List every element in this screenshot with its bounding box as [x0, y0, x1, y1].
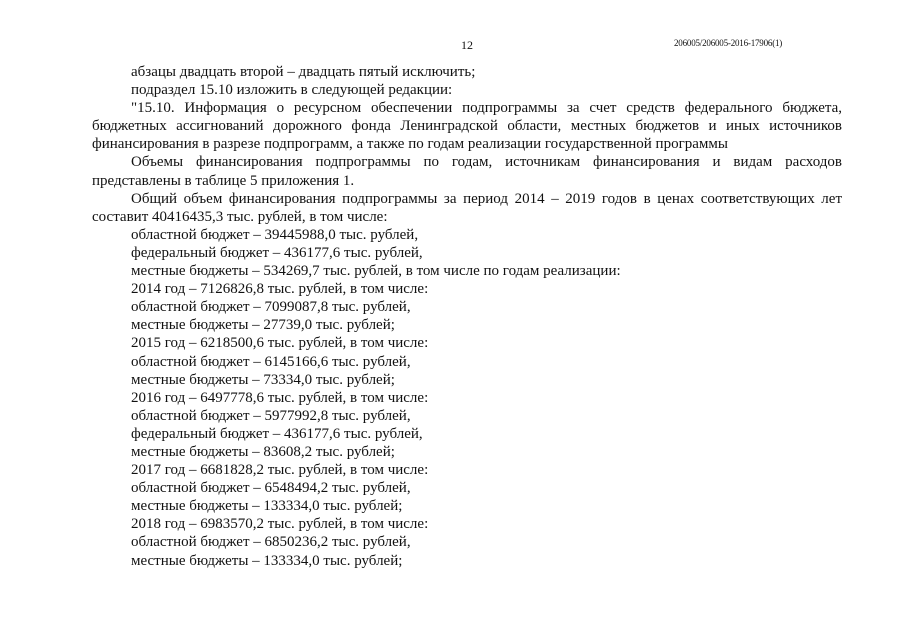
text-line: подраздел 15.10 изложить в следующей редакции: — [131, 82, 453, 99]
document-id: 206005/206005-2016-17906(1) — [674, 38, 783, 48]
list-item: местные бюджеты – 27739,0 тыс. рублей; — [131, 317, 395, 334]
list-item: местные бюджеты – 73334,0 тыс. рублей; — [131, 371, 395, 388]
list-item: областной бюджет – 39445988,0 тыс. рублей, — [131, 226, 419, 243]
list-item: областной бюджет – 6850236,2 тыс. рублей, — [131, 534, 411, 551]
list-item: 2014 год – 7126826,8 тыс. рублей, в том числе: — [131, 281, 429, 298]
paragraph-volumes — [92, 153, 842, 189]
text-line: финансирования в разрезе подпрограмм, а также по годам реализации государственной программы — [92, 136, 728, 153]
list-item: федеральный бюджет – 436177,6 тыс. рублей, — [131, 244, 423, 261]
text-line: Общий объем финансирования подпрограммы за период 2014 – 2019 годов в ценах соответствующих лет — [131, 190, 842, 207]
list-item: местные бюджеты – 83608,2 тыс. рублей; — [131, 443, 395, 460]
list-item: областной бюджет – 7099087,8 тыс. рублей, — [131, 299, 411, 316]
text-line: Объемы финансирования подпрограммы по годам, источникам финансирования и видам расходов — [131, 154, 842, 171]
page-number: 12 — [461, 38, 473, 52]
text-line: представлены в таблице 5 приложения 1. — [92, 172, 355, 189]
text-line: абзацы двадцать второй – двадцать пятый исключить; — [131, 64, 476, 80]
list-item: местные бюджеты – 133334,0 тыс. рублей; — [131, 552, 403, 569]
text-line: бюджетных ассигнований дорожного фонда Ленинградской области, местных бюджетов и иных источников — [92, 118, 842, 135]
text-line: "15.10. Информация о ресурсном обеспечении подпрограммы за счет средств федерального бюджета, — [131, 100, 842, 117]
list-item: областной бюджет – 6548494,2 тыс. рублей, — [131, 480, 411, 497]
paragraph-15-10 — [92, 99, 842, 153]
document-body — [92, 63, 842, 570]
list-item: областной бюджет – 6145166,6 тыс. рублей, — [131, 353, 411, 370]
funding-list — [92, 226, 842, 570]
list-item: 2016 год – 6497778,6 тыс. рублей, в том числе: — [131, 389, 429, 406]
list-item: 2017 год – 6681828,2 тыс. рублей, в том числе: — [131, 462, 429, 479]
list-item: местные бюджеты – 133334,0 тыс. рублей; — [131, 498, 403, 515]
list-item: местные бюджеты – 534269,7 тыс. рублей, в том числе по годам реализации: — [131, 263, 621, 280]
paragraph-total — [92, 190, 842, 226]
list-item: 2015 год – 6218500,6 тыс. рублей, в том числе: — [131, 335, 429, 352]
list-item: областной бюджет – 5977992,8 тыс. рублей, — [131, 407, 411, 424]
list-item: федеральный бюджет – 436177,6 тыс. рублей, — [131, 425, 423, 442]
list-item: 2018 год – 6983570,2 тыс. рублей, в том числе: — [131, 516, 429, 533]
text-line: составит 40416435,3 тыс. рублей, в том числе: — [92, 208, 388, 225]
